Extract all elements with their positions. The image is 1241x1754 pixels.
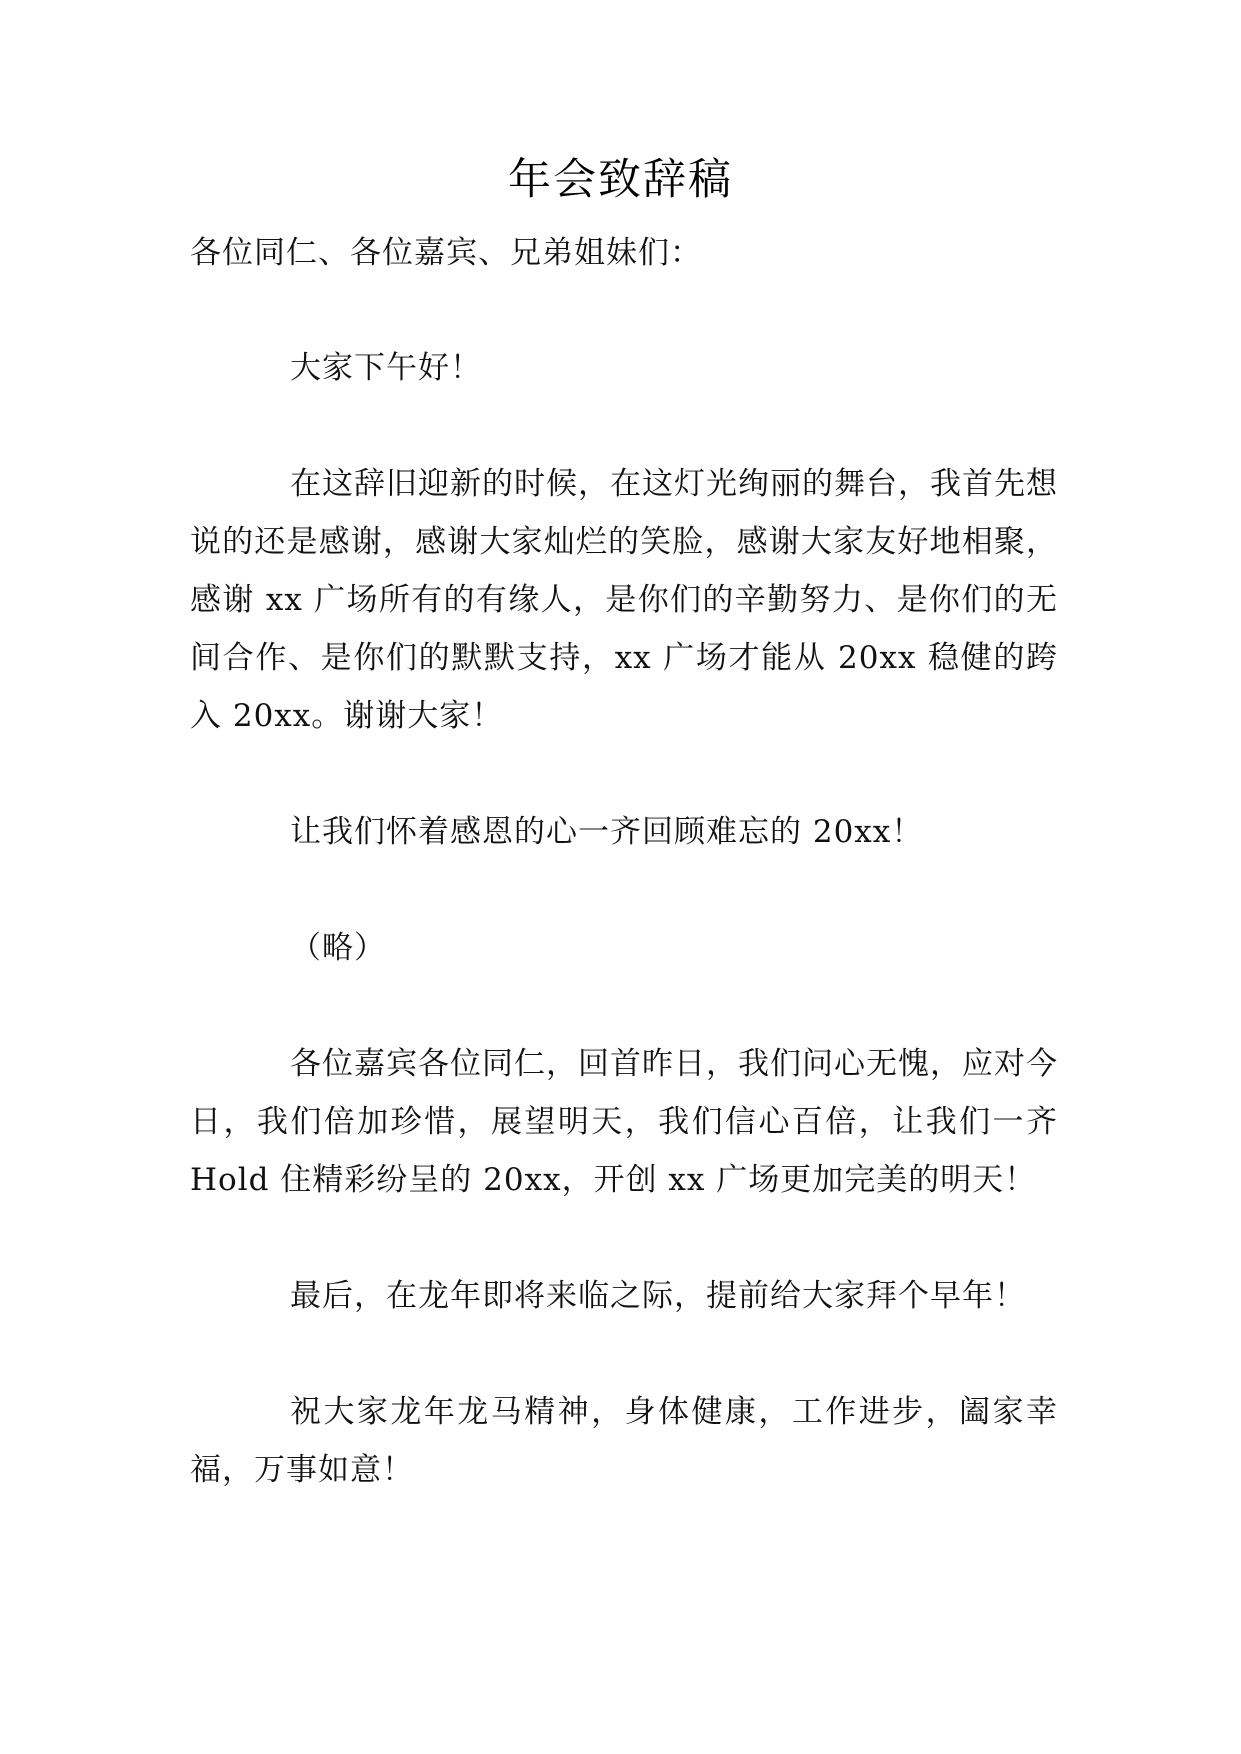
- paragraph-omitted: （略）: [290, 930, 386, 966]
- paragraph-outlook: 各位嘉宾各位同仁，回首昨日，我们问心无愧，应对今日，我们倍加珍惜，展望明天，我们信心百倍，让我们一齐 Hold 住精彩纷呈的 20xx，开创 xx 广场更加完美的明天！: [190, 1046, 1058, 1198]
- salutation: 各位同仁、各位嘉宾、兄弟姐妹们：: [190, 235, 702, 271]
- paragraph-thanks: 在这辞旧迎新的时候，在这灯光绚丽的舞台，我首先想说的还是感谢，感谢大家灿烂的笑脸，感谢大家友好地相聚，感谢 xx 广场所有的有缘人，是你们的辛勤努力、是你们的无间合作、是你们的默默支持，xx 广场才能从 20xx 稳健的跨入 20xx。谢谢大家！: [190, 466, 1058, 734]
- document-title: 年会致辞稿: [508, 155, 733, 205]
- paragraph-new-year: 最后，在龙年即将来临之际，提前给大家拜个早年！: [290, 1278, 1026, 1314]
- document-body: [190, 339, 1058, 1557]
- paragraph-review: 让我们怀着感恩的心一齐回顾难忘的 20xx！: [290, 814, 924, 850]
- paragraph-greeting: 大家下午好！: [290, 350, 482, 386]
- paragraph-wishes: 祝大家龙年龙马精神，身体健康，工作进步，阖家幸福，万事如意！: [190, 1394, 1058, 1488]
